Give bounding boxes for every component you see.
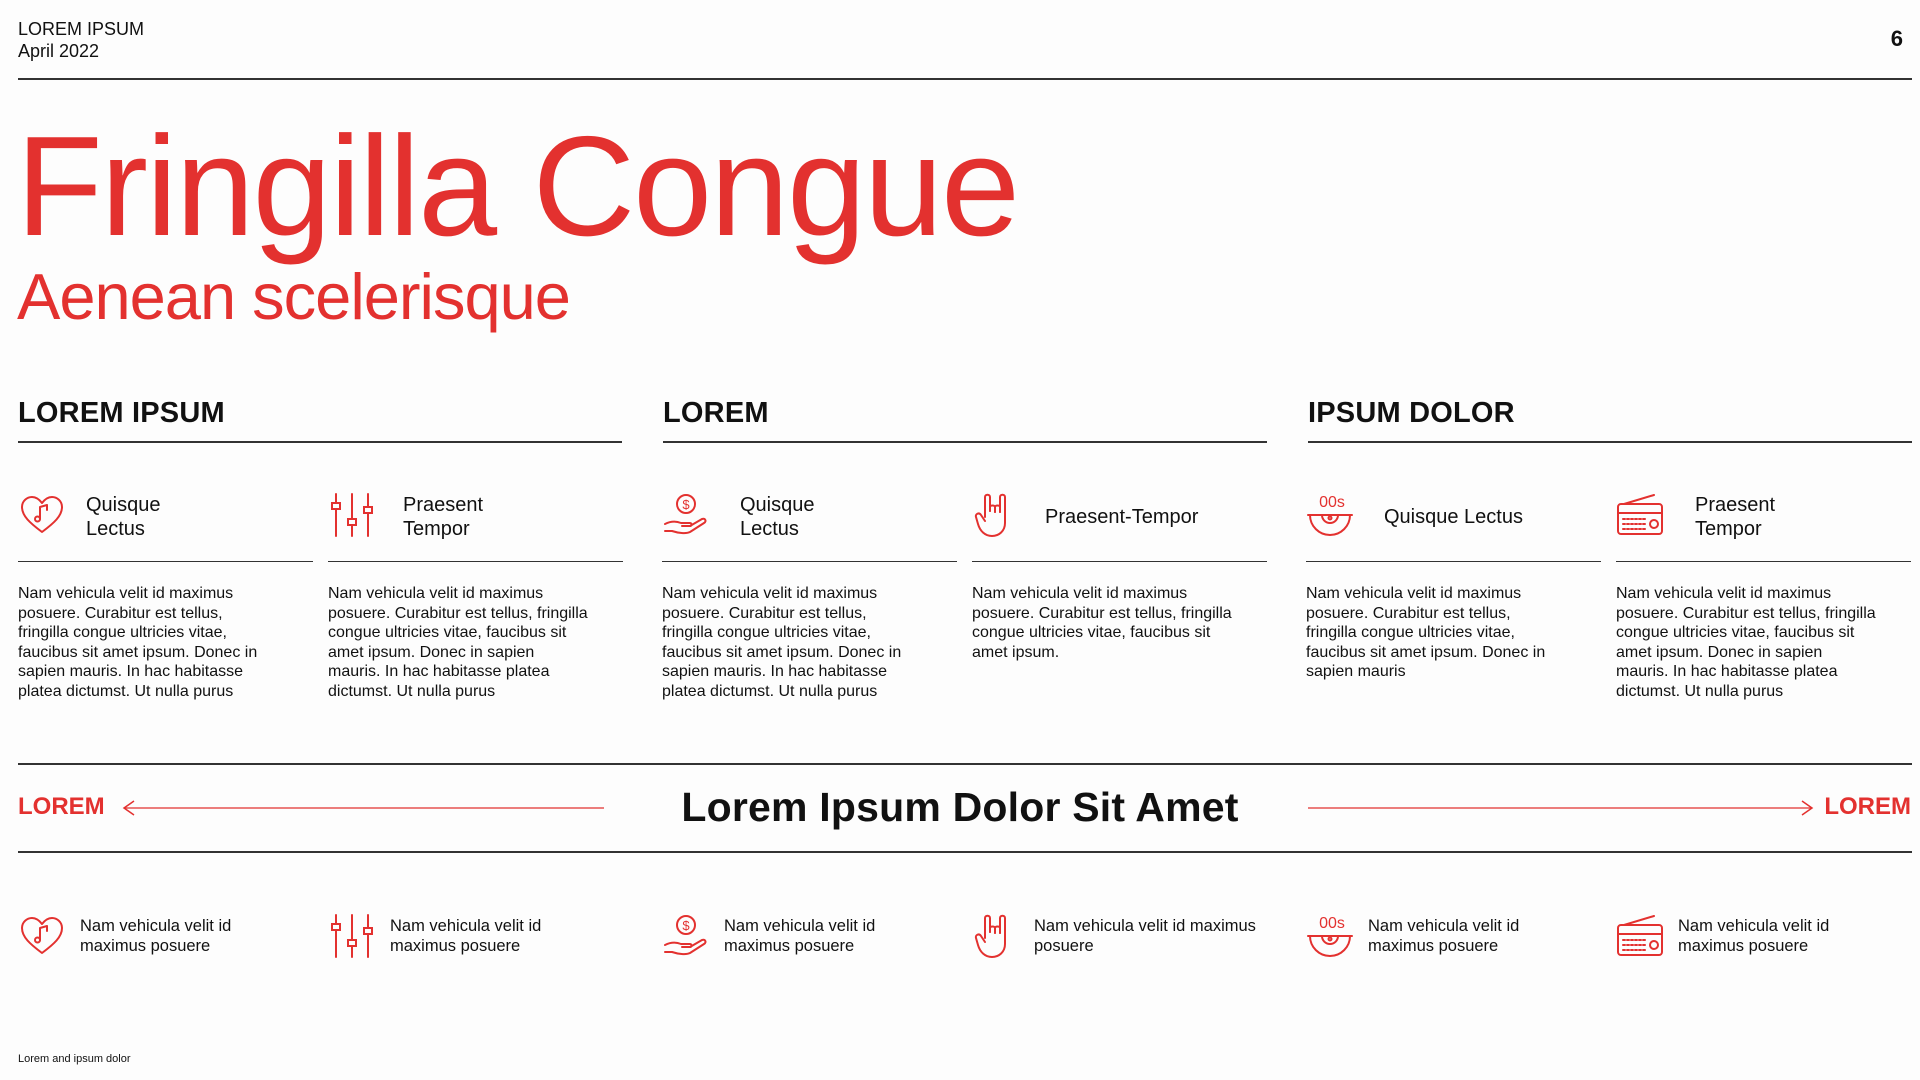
item-body-4: Nam vehicula velit id maximus posuere. Curabitur est tellus, fringilla congue ultricies vitae, faucibus sit amet ipsum.	[972, 585, 1232, 661]
item-divider-5	[1306, 561, 1601, 562]
item-body-6: Nam vehicula velit id maximus posuere. Curabitur est tellus, fringilla congue ultricies vitae, faucibus sit amet ipsum. Donec in sapien mauris. In hac habitasse platea dictumst. Ut nulla purus	[1616, 585, 1876, 700]
bottom-item-text-4: Nam vehicula velit id maximus posuere	[1034, 917, 1256, 955]
item-title-2: Praesent Tempor	[403, 494, 484, 540]
heart-music-icon	[18, 491, 66, 539]
rock-hand-icon	[972, 491, 1020, 539]
column-heading-2: LOREM	[663, 397, 769, 429]
bottom-item-text-5: Nam vehicula velit id maximus posuere	[1368, 917, 1520, 955]
page-number: 6	[1890, 26, 1903, 51]
item-title-6: Praesent Tempor	[1695, 494, 1776, 540]
hand-coin-icon	[662, 912, 710, 960]
column-heading-3: IPSUM DOLOR	[1308, 397, 1515, 429]
item-title-3: Quisque Lectus	[740, 494, 815, 540]
arrow-right-icon	[1308, 799, 1814, 817]
item-divider-6	[1616, 561, 1911, 562]
item-body-5: Nam vehicula velit id maximus posuere. Curabitur est tellus, fringilla congue ultricies vitae, faucibus sit amet ipsum. Donec in sapien mauris	[1306, 585, 1546, 680]
bottom-item-text-2: Nam vehicula velit id maximus posuere	[390, 917, 542, 955]
sliders-icon	[328, 912, 376, 960]
radio-icon	[1616, 491, 1664, 539]
svg-text:00s: 00s	[1319, 915, 1345, 932]
banner-title: Lorem Ipsum Dolor Sit Amet	[681, 784, 1239, 830]
banner-right-label: LOREM	[1824, 793, 1911, 820]
item-title-5: Quisque Lectus	[1384, 506, 1523, 528]
item-title-4: Praesent-Tempor	[1045, 506, 1199, 528]
footer-note: Lorem and ipsum dolor	[18, 1053, 131, 1065]
hand-coin-icon	[662, 491, 710, 539]
item-body-2: Nam vehicula velit id maximus posuere. Curabitur est tellus, fringilla congue ultricies vitae, faucibus sit amet ipsum. Donec in sapien mauris. In hac habitasse platea dictumst. Ut nulla purus	[328, 585, 588, 700]
bottom-item-text-3: Nam vehicula velit id maximus posuere	[724, 917, 876, 955]
item-divider-3	[662, 561, 957, 562]
banner-bottom-divider	[18, 851, 1912, 853]
header-org: LOREM IPSUM	[18, 19, 145, 39]
svg-text:$: $	[682, 497, 690, 512]
bottom-item-text-1: Nam vehicula velit id maximus posuere	[80, 917, 232, 955]
item-divider-2	[328, 561, 623, 562]
column-divider-1	[18, 441, 622, 443]
banner-top-divider	[18, 763, 1912, 765]
radio-icon	[1616, 912, 1664, 960]
page-title: Fringilla Congue	[16, 107, 1019, 266]
page-subtitle: Aenean scelerisque	[17, 260, 570, 333]
bottom-item-text-6: Nam vehicula velit id maximus posuere	[1678, 917, 1830, 955]
heart-music-icon	[18, 912, 66, 960]
svg-text:$: $	[682, 918, 690, 933]
header-date: April 2022	[18, 41, 100, 61]
column-divider-2	[663, 441, 1267, 443]
rock-hand-icon	[972, 912, 1020, 960]
header-meta	[18, 18, 144, 62]
item-divider-4	[972, 561, 1267, 562]
vinyl-00s-icon	[1306, 912, 1354, 960]
sliders-icon	[328, 491, 376, 539]
column-divider-3	[1308, 441, 1912, 443]
header-divider	[18, 78, 1912, 80]
item-title-1: Quisque Lectus	[86, 494, 161, 540]
item-divider-1	[18, 561, 313, 562]
svg-text:00s: 00s	[1319, 494, 1345, 511]
item-body-3: Nam vehicula velit id maximus posuere. Curabitur est tellus, fringilla congue ultricies vitae, faucibus sit amet ipsum. Donec in sapien mauris. In hac habitasse platea dictumst. Ut nulla purus	[662, 585, 902, 700]
column-heading-1: LOREM IPSUM	[18, 397, 225, 429]
vinyl-00s-icon	[1306, 491, 1354, 539]
banner-left-label: LOREM	[18, 793, 105, 820]
item-body-1: Nam vehicula velit id maximus posuere. Curabitur est tellus, fringilla congue ultricies vitae, faucibus sit amet ipsum. Donec in sapien mauris. In hac habitasse platea dictumst. Ut nulla purus	[18, 585, 258, 700]
